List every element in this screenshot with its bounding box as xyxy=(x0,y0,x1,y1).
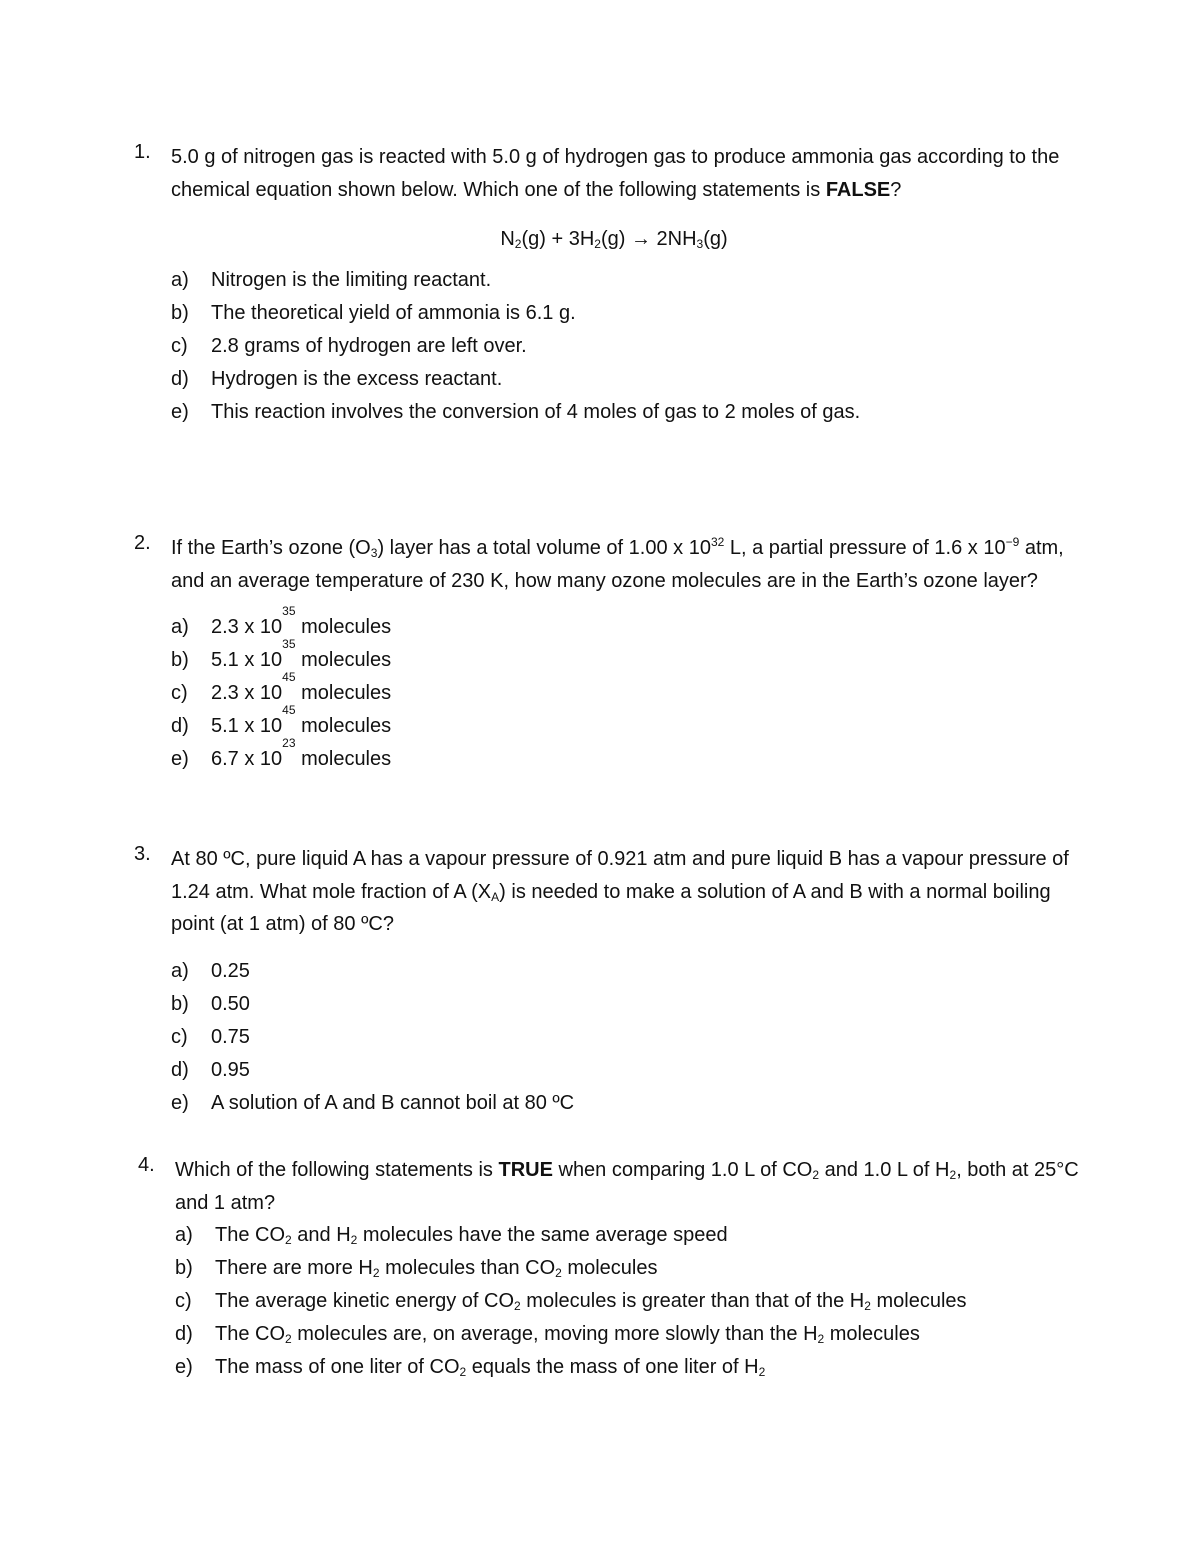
option-b: b) The theoretical yield of ammonia is 6.1 g. xyxy=(171,302,576,324)
option-d: d) The $CO_2$ molecules are, on average, moving more slowly than the $H_2$ molecules xyxy=(175,1323,920,1346)
options-list xyxy=(171,264,1094,429)
option-d: d) Hydrogen is the excess reactant. xyxy=(171,368,503,390)
option-e: e) The mass of one liter of $CO_2$ equals the mass of one liter of $H_2$ xyxy=(175,1356,766,1379)
option-c: c) The average kinetic energy of $CO_2$ molecules is greater than that of the $H_2$ molecules xyxy=(175,1290,967,1313)
question-text: If the Earth’s ozone $(O_3)$ layer has a total volume of 1.00 x $10^{32}$ L, a partial pressure of 1.6 x $10^{-9}$ atm, and an average temperature of 230 K, how many ozone molecules are in the Earth’s ozone layer? xyxy=(171,535,1064,592)
option-a: a) 0.25 xyxy=(171,959,250,982)
question-number: 4. xyxy=(138,1154,155,1176)
question-text: Which of the following statements is TRUE when comparing 1.0 L of $CO_2$ and 1.0 L of $H_2$, both at 25°C and 1 atm? xyxy=(175,1159,1079,1214)
options-list xyxy=(175,1219,1098,1384)
option-d: d) 5.1 x 10 45 molecules xyxy=(171,703,392,737)
option-e: e) 6.7 x 10 23 molecules xyxy=(171,736,392,770)
question-number: 2. xyxy=(134,532,151,554)
question-2 xyxy=(134,532,1094,776)
emphasis-true: TRUE xyxy=(498,1159,553,1181)
chemical-equation: $N_2(g) + 3H_2(g) \to 2NH_3(g)$ xyxy=(500,228,728,251)
option-b: b) 5.1 x 10 35 molecules xyxy=(171,637,392,671)
option-a: a) 2.3 x 10 35 molecules xyxy=(171,604,392,638)
options-list xyxy=(171,955,1094,1120)
question-3 xyxy=(134,843,1094,1120)
question-number: 1. xyxy=(134,141,151,163)
option-e: e) This reaction involves the conversion of 4 moles of gas to 2 moles of gas. xyxy=(171,401,861,423)
option-b: b) 0.50 xyxy=(171,992,250,1015)
question-4 xyxy=(138,1154,1098,1384)
option-b: b) There are more $H_2$ molecules than $CO_2$ molecules xyxy=(175,1257,658,1280)
option-c: c) 2.8 grams of hydrogen are left over. xyxy=(171,335,527,357)
option-c: c) 0.75 xyxy=(171,1025,250,1048)
question-text: 5.0 g of nitrogen gas is reacted with 5.0 g of hydrogen gas to produce ammonia gas according to the chemical equation shown below. Which one of the following statements is FALSE? xyxy=(171,146,1060,201)
emphasis-false: FALSE xyxy=(825,178,891,201)
question-text: At 80 ºC, pure liquid A has a vapour pressure of 0.921 atm and pure liquid B has a vapour pressure of 1.24 atm. What mole fraction of A $(X_A)$ is needed to make a solution of A and B with a normal boiling point (at 1 atm) of 80 ºC? xyxy=(171,848,1069,935)
option-c: c) 2.3 x 10 45 molecules xyxy=(171,670,392,704)
option-a: a) The $CO_2$ and $H_2$ molecules have the same average speed xyxy=(175,1224,728,1247)
option-e: e) A solution of A and B cannot boil at 80 ºC xyxy=(171,1091,575,1114)
question-number: 3. xyxy=(134,843,151,865)
option-a: a) Nitrogen is the limiting reactant. xyxy=(171,269,492,291)
options-list xyxy=(171,604,1094,776)
question-1 xyxy=(134,141,1094,429)
option-d: d) 0.95 xyxy=(171,1058,250,1081)
